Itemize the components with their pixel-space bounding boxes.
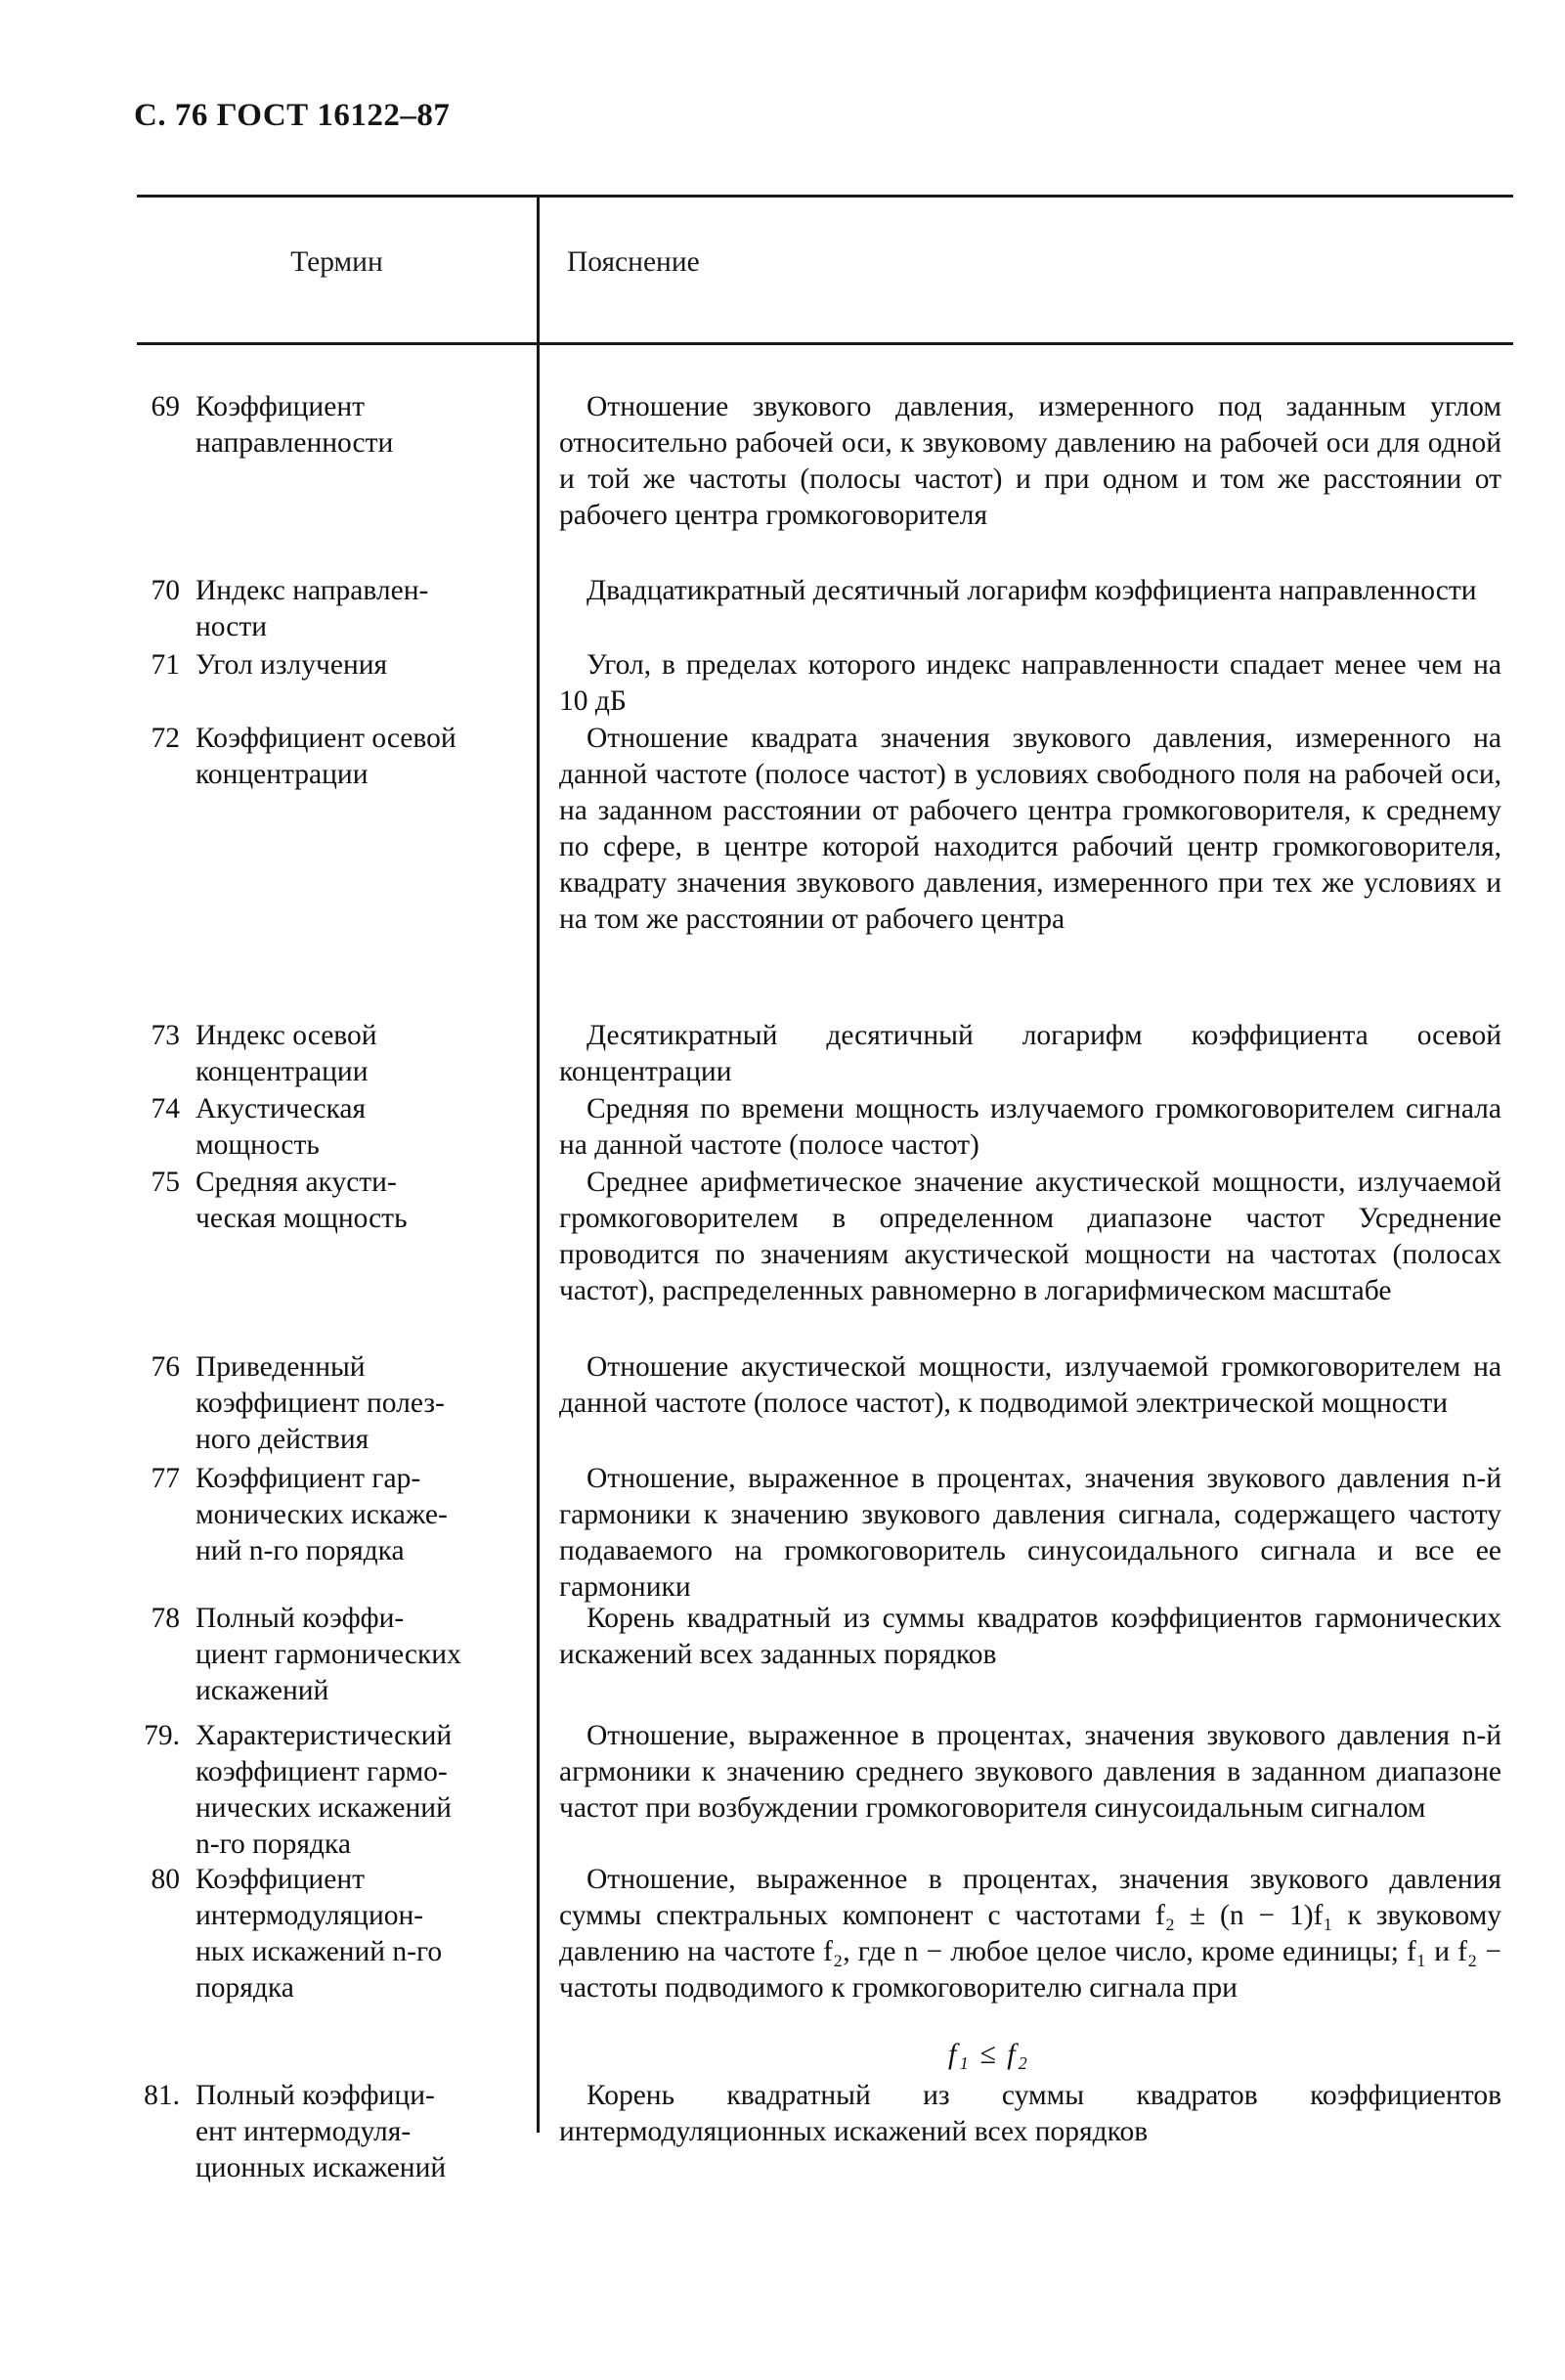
row-number: 75: [151, 1167, 180, 1198]
row-number: 73: [151, 1020, 180, 1051]
row-term: Полный коэффици- ент интермодуля- ционных искажений: [196, 2080, 447, 2183]
row-number: 69: [151, 391, 180, 422]
row-number: 72: [151, 723, 180, 754]
row-number: 80: [151, 1864, 180, 1895]
row-number: 81.: [144, 2080, 180, 2111]
row-number: 70: [151, 575, 180, 606]
row-number: 74: [151, 1093, 180, 1124]
row-term: Средняя акусти- ческая мощность: [196, 1167, 408, 1234]
row-explanation: Отношение, выраженное в процентах, значения звукового давления n-й гармоники к значению звукового давления сигнала, содержащего частоту подаваемого на громкоговоритель синусоидального сигнала и все ее гармоники: [559, 1463, 1501, 1603]
page-title: С. 76 ГОСТ 16122–87: [134, 98, 451, 133]
row-explanation: Корень квадратный из суммы квадратов коэффициентов гармонических искажений всех заданных порядков: [559, 1603, 1501, 1670]
row-number: 79.: [144, 1720, 180, 1751]
row-term: Коэффициент направленности: [196, 391, 394, 459]
row-number: 77: [151, 1463, 180, 1494]
row-term: Коэффициент гар- монических искаже- ний n-го порядка: [196, 1463, 448, 1566]
row-explanation: Угол, в пределах которого индекс направленности спадает менее чем на 10 дБ: [559, 649, 1501, 717]
row-explanation: Отношение акустической мощности, излучаемой громкоговорителем на данной частоте (полосе частот), к подводимой электрической мощности: [559, 1351, 1501, 1419]
row-explanation: Двадцатикратный десятичный логарифм коэффициента направленности: [587, 575, 1477, 606]
row-term: Характеристический коэффициент гармо- нических искажений n-го порядка: [196, 1720, 453, 1860]
row-explanation: Отношение звукового давления, измеренного под заданным углом относительно рабочей оси, к звуковому давлению на рабочей оси для одной и той же частоты (полосы частот) и при одном и том же расстоянии от рабочего центра громкоговорителя: [559, 391, 1501, 531]
column-header-term: Термин: [290, 246, 383, 278]
table-header-rule: [137, 342, 1513, 345]
row-explanation: Отношение, выраженное в процентах, значения звукового давления n-й агрмоники к значению среднего звукового давления в заданном диапазоне частот при возбуждении громкоговорителя синусоидальным сигналом: [559, 1720, 1501, 1824]
row-number: 71: [151, 649, 180, 681]
row-term: Приведенный коэффициент полез- ного действия: [196, 1351, 445, 1455]
formula: f₁ ≤ f₂: [948, 2038, 1029, 2070]
row-explanation: Отношение квадрата значения звукового давления, измеренного на данной частоте (полосе частот) в условиях свободного поля на рабочей оси, на заданном расстоянии от рабочего центра громкоговорителя, к среднему по сфере, в центре которой находится рабочий центр громкоговорителя, квадрату значения звукового давления, измеренного при тех же условиях и на том же расстоянии от рабочего центра: [559, 723, 1501, 935]
row-explanation: Отношение, выраженное в процентах, значения звукового давления суммы спектральных компонент с частотами f₂ ± (n − 1)f₁ к звуковому давлению на частоте f₂, где n − любое целое число, кроме единицы; f₁ и f₂ − частоты подводимого к громкоговорителю сигнала при: [559, 1864, 1501, 2004]
row-term: Индекс осевой концентрации: [196, 1020, 377, 1087]
row-explanation: Десятикратный десятичный логарифм коэффициента осевой концентрации: [559, 1020, 1501, 1087]
row-explanation: Средняя по времени мощность излучаемого громкоговорителем сигнала на данной частоте (полосе частот): [559, 1093, 1501, 1161]
column-header-explanation: Пояснение: [567, 246, 700, 278]
row-term: Коэффициент осевой концентрации: [196, 723, 456, 790]
row-term: Полный коэффи- циент гармонических искажений: [196, 1603, 461, 1706]
row-number: 78: [151, 1603, 180, 1634]
row-explanation: Корень квадратный из суммы квадратов коэффициентов интермодуляционных искажений всех порядков: [559, 2080, 1501, 2147]
row-term: Индекс направлен- ности: [196, 575, 429, 642]
row-term: Коэффициент интермодуляцион- ных искажений n-го порядка: [196, 1864, 443, 2004]
row-term: Угол излучения: [196, 649, 388, 681]
row-number: 76: [151, 1351, 180, 1383]
table-top-rule: [137, 195, 1513, 198]
column-divider: [537, 195, 540, 2133]
row-explanation: Среднее арифметическое значение акустической мощности, излучаемой громкоговорителем в определенном диапазоне частот Усреднение проводится по значениям акустической мощности на частотах (полосах частот), распределенных равномерно в логарифмическом масштабе: [559, 1167, 1501, 1306]
row-term: Акустическая мощность: [196, 1093, 367, 1161]
